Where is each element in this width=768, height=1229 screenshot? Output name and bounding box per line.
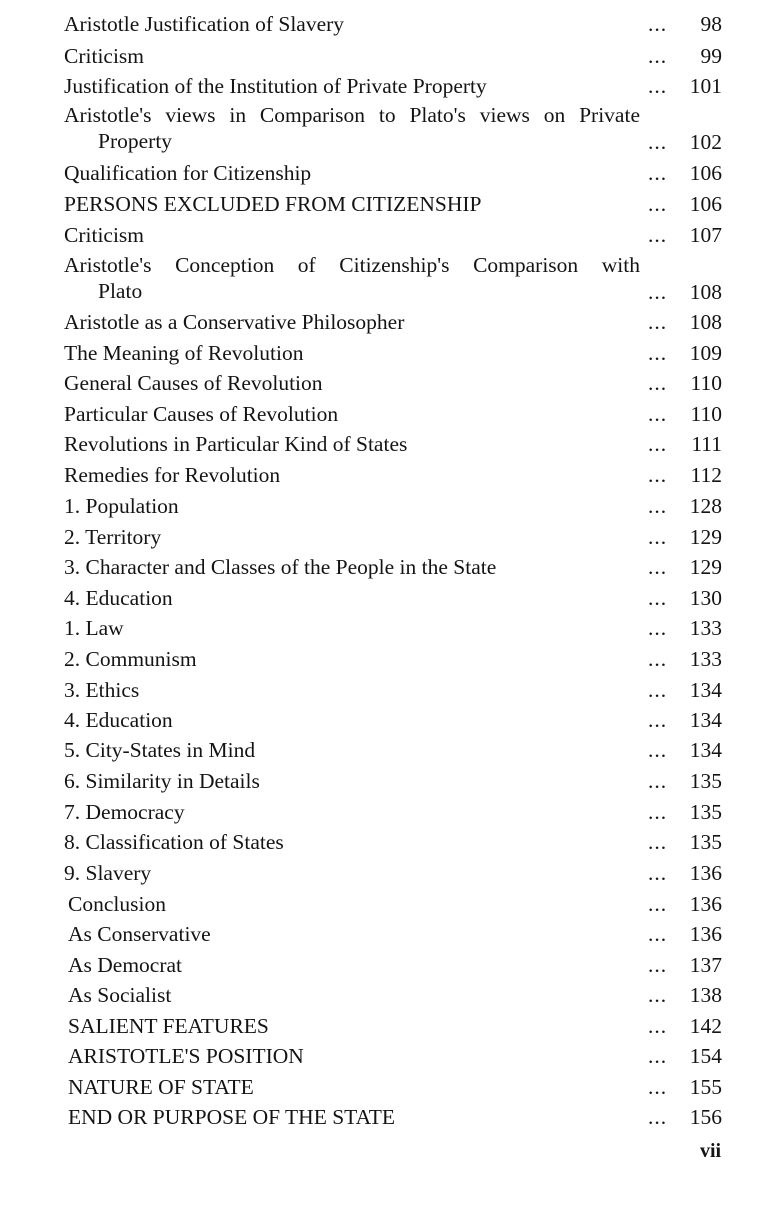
toc-page-number: 98	[700, 12, 722, 36]
toc-entry-title: Criticism	[64, 223, 145, 247]
toc-leader-dots: ...	[648, 769, 668, 793]
toc-leader-dots: ...	[648, 525, 668, 549]
toc-entry-title: 2. Communism	[64, 647, 197, 671]
toc-entry-title: 3. Character and Classes of the People in the State	[64, 555, 497, 579]
toc-entry-title	[64, 252, 640, 304]
toc-page-number: 101	[689, 74, 722, 98]
toc-leader-dots: ...	[648, 738, 668, 762]
toc-page-number: 108	[689, 310, 722, 334]
toc-page-number: 112	[690, 463, 722, 487]
toc-entry-title: 5. City-States in Mind	[64, 738, 256, 762]
toc-entry-title: 8. Classification of States	[64, 830, 284, 854]
toc-entry-title: 7. Democracy	[64, 800, 185, 824]
toc-leader-dots: ...	[648, 341, 668, 365]
toc-entry-title: The Meaning of Revolution	[64, 341, 304, 365]
toc-entry-title: General Causes of Revolution	[64, 371, 323, 395]
toc-leader-dots: ...	[648, 12, 668, 36]
toc-entry-title: Aristotle as a Conservative Philosopher	[64, 310, 405, 334]
toc-entry-title: As Conservative	[68, 922, 211, 946]
toc-entry-title: 1. Population	[64, 494, 179, 518]
toc-page-number: 108	[689, 280, 722, 304]
toc-leader-dots: ...	[648, 892, 668, 916]
toc-leader-dots: ...	[648, 922, 668, 946]
toc-page-number: 106	[689, 192, 722, 216]
toc-leader-dots: ...	[648, 74, 668, 98]
toc-page-number: 155	[689, 1075, 722, 1099]
toc-leader-dots: ...	[648, 44, 668, 68]
toc-leader-dots: ...	[648, 402, 668, 426]
toc-entry-title: 4. Education	[64, 586, 173, 610]
page-folio: vii	[700, 1140, 722, 1162]
toc-entry-title: As Democrat	[68, 953, 183, 977]
toc-entry-title: PERSONS EXCLUDED FROM CITIZENSHIP	[64, 192, 482, 216]
toc-entry-title: 1. Law	[64, 616, 124, 640]
toc-leader-dots: ...	[648, 494, 668, 518]
toc-page-number: 133	[689, 647, 722, 671]
toc-page-number: 110	[690, 402, 722, 426]
toc-page-number: 134	[689, 738, 722, 762]
toc-entry-title: Remedies for Revolution	[64, 463, 281, 487]
toc-page-number: 129	[689, 555, 722, 579]
toc-entry-title: Justification of the Institution of Private Property	[64, 74, 487, 98]
toc-page-number: 106	[689, 161, 722, 185]
toc-page-number: 135	[689, 830, 722, 854]
toc-leader-dots: ...	[648, 1014, 668, 1038]
toc-entry-title: 2. Territory	[64, 525, 162, 549]
toc-page-number: 136	[689, 892, 722, 916]
toc-leader-dots: ...	[648, 130, 668, 154]
toc-page-number: 129	[689, 525, 722, 549]
toc-entry-title: Qualification for Citizenship	[64, 161, 312, 185]
toc-leader-dots: ...	[648, 678, 668, 702]
toc-leader-dots: ...	[648, 223, 668, 247]
toc-entry-title: 4. Education	[64, 708, 173, 732]
toc-leader-dots: ...	[648, 1105, 668, 1129]
toc-page-number: 136	[689, 922, 722, 946]
toc-page-number: 109	[689, 341, 722, 365]
toc-entry-title: 6. Similarity in Details	[64, 769, 260, 793]
toc-entry-title: NATURE OF STATE	[68, 1075, 254, 1099]
toc-leader-dots: ...	[648, 953, 668, 977]
toc-leader-dots: ...	[648, 983, 668, 1007]
toc-entry-title: END OR PURPOSE OF THE STATE	[68, 1105, 395, 1129]
toc-page-number: 134	[689, 678, 722, 702]
toc-page-number: 136	[689, 861, 722, 885]
toc-leader-dots: ...	[648, 586, 668, 610]
toc-page-number: 135	[689, 800, 722, 824]
toc-leader-dots: ...	[648, 310, 668, 334]
toc-leader-dots: ...	[648, 1075, 668, 1099]
toc-page-number: 137	[689, 953, 722, 977]
toc-entry-title: ARISTOTLE'S POSITION	[68, 1044, 304, 1068]
toc-entry-title: Aristotle Justification of Slavery	[64, 12, 345, 36]
toc-leader-dots: ...	[648, 708, 668, 732]
toc-entry-title	[64, 102, 640, 154]
toc-entry-title: SALIENT FEATURES	[68, 1014, 269, 1038]
toc-page-number: 154	[689, 1044, 722, 1068]
toc-leader-dots: ...	[648, 1044, 668, 1068]
toc-page-number: 99	[700, 44, 722, 68]
toc-page-number: 135	[689, 769, 722, 793]
toc-leader-dots: ...	[648, 192, 668, 216]
toc-page-number: 102	[689, 130, 722, 154]
toc-entry-title: Criticism	[64, 44, 145, 68]
toc-entry-title-continuation: Plato	[98, 279, 143, 303]
toc-page-number: 110	[690, 371, 722, 395]
toc-entry-title: As Socialist	[68, 983, 172, 1007]
toc-entry-title: Revolutions in Particular Kind of States	[64, 432, 408, 456]
toc-entry-title-line: Aristotle's Conception of Citizenship's Comparison with	[64, 253, 640, 277]
toc-entry-title: Particular Causes of Revolution	[64, 402, 339, 426]
toc-page-number: 142	[689, 1014, 722, 1038]
toc-leader-dots: ...	[648, 800, 668, 824]
toc-entry-title-continuation: Property	[98, 129, 173, 153]
toc-leader-dots: ...	[648, 371, 668, 395]
toc-page-number: 130	[689, 586, 722, 610]
toc-entry-title: 9. Slavery	[64, 861, 152, 885]
toc-page-number: 134	[689, 708, 722, 732]
toc-page-number: 111	[691, 432, 722, 456]
toc-entry-title-line: Aristotle's views in Comparison to Plato's views on Private	[64, 103, 640, 127]
toc-entry-title: 3. Ethics	[64, 678, 140, 702]
toc-leader-dots: ...	[648, 555, 668, 579]
toc-leader-dots: ...	[648, 830, 668, 854]
toc-leader-dots: ...	[648, 161, 668, 185]
toc-page-number: 128	[689, 494, 722, 518]
toc-leader-dots: ...	[648, 432, 668, 456]
toc-leader-dots: ...	[648, 647, 668, 671]
toc-page-number: 156	[689, 1105, 722, 1129]
toc-leader-dots: ...	[648, 616, 668, 640]
toc-leader-dots: ...	[648, 861, 668, 885]
toc-leader-dots: ...	[648, 280, 668, 304]
toc-leader-dots: ...	[648, 463, 668, 487]
toc-page-number: 138	[689, 983, 722, 1007]
toc-entry-title: Conclusion	[68, 892, 166, 916]
toc-page-number: 107	[689, 223, 722, 247]
toc-page-number: 133	[689, 616, 722, 640]
